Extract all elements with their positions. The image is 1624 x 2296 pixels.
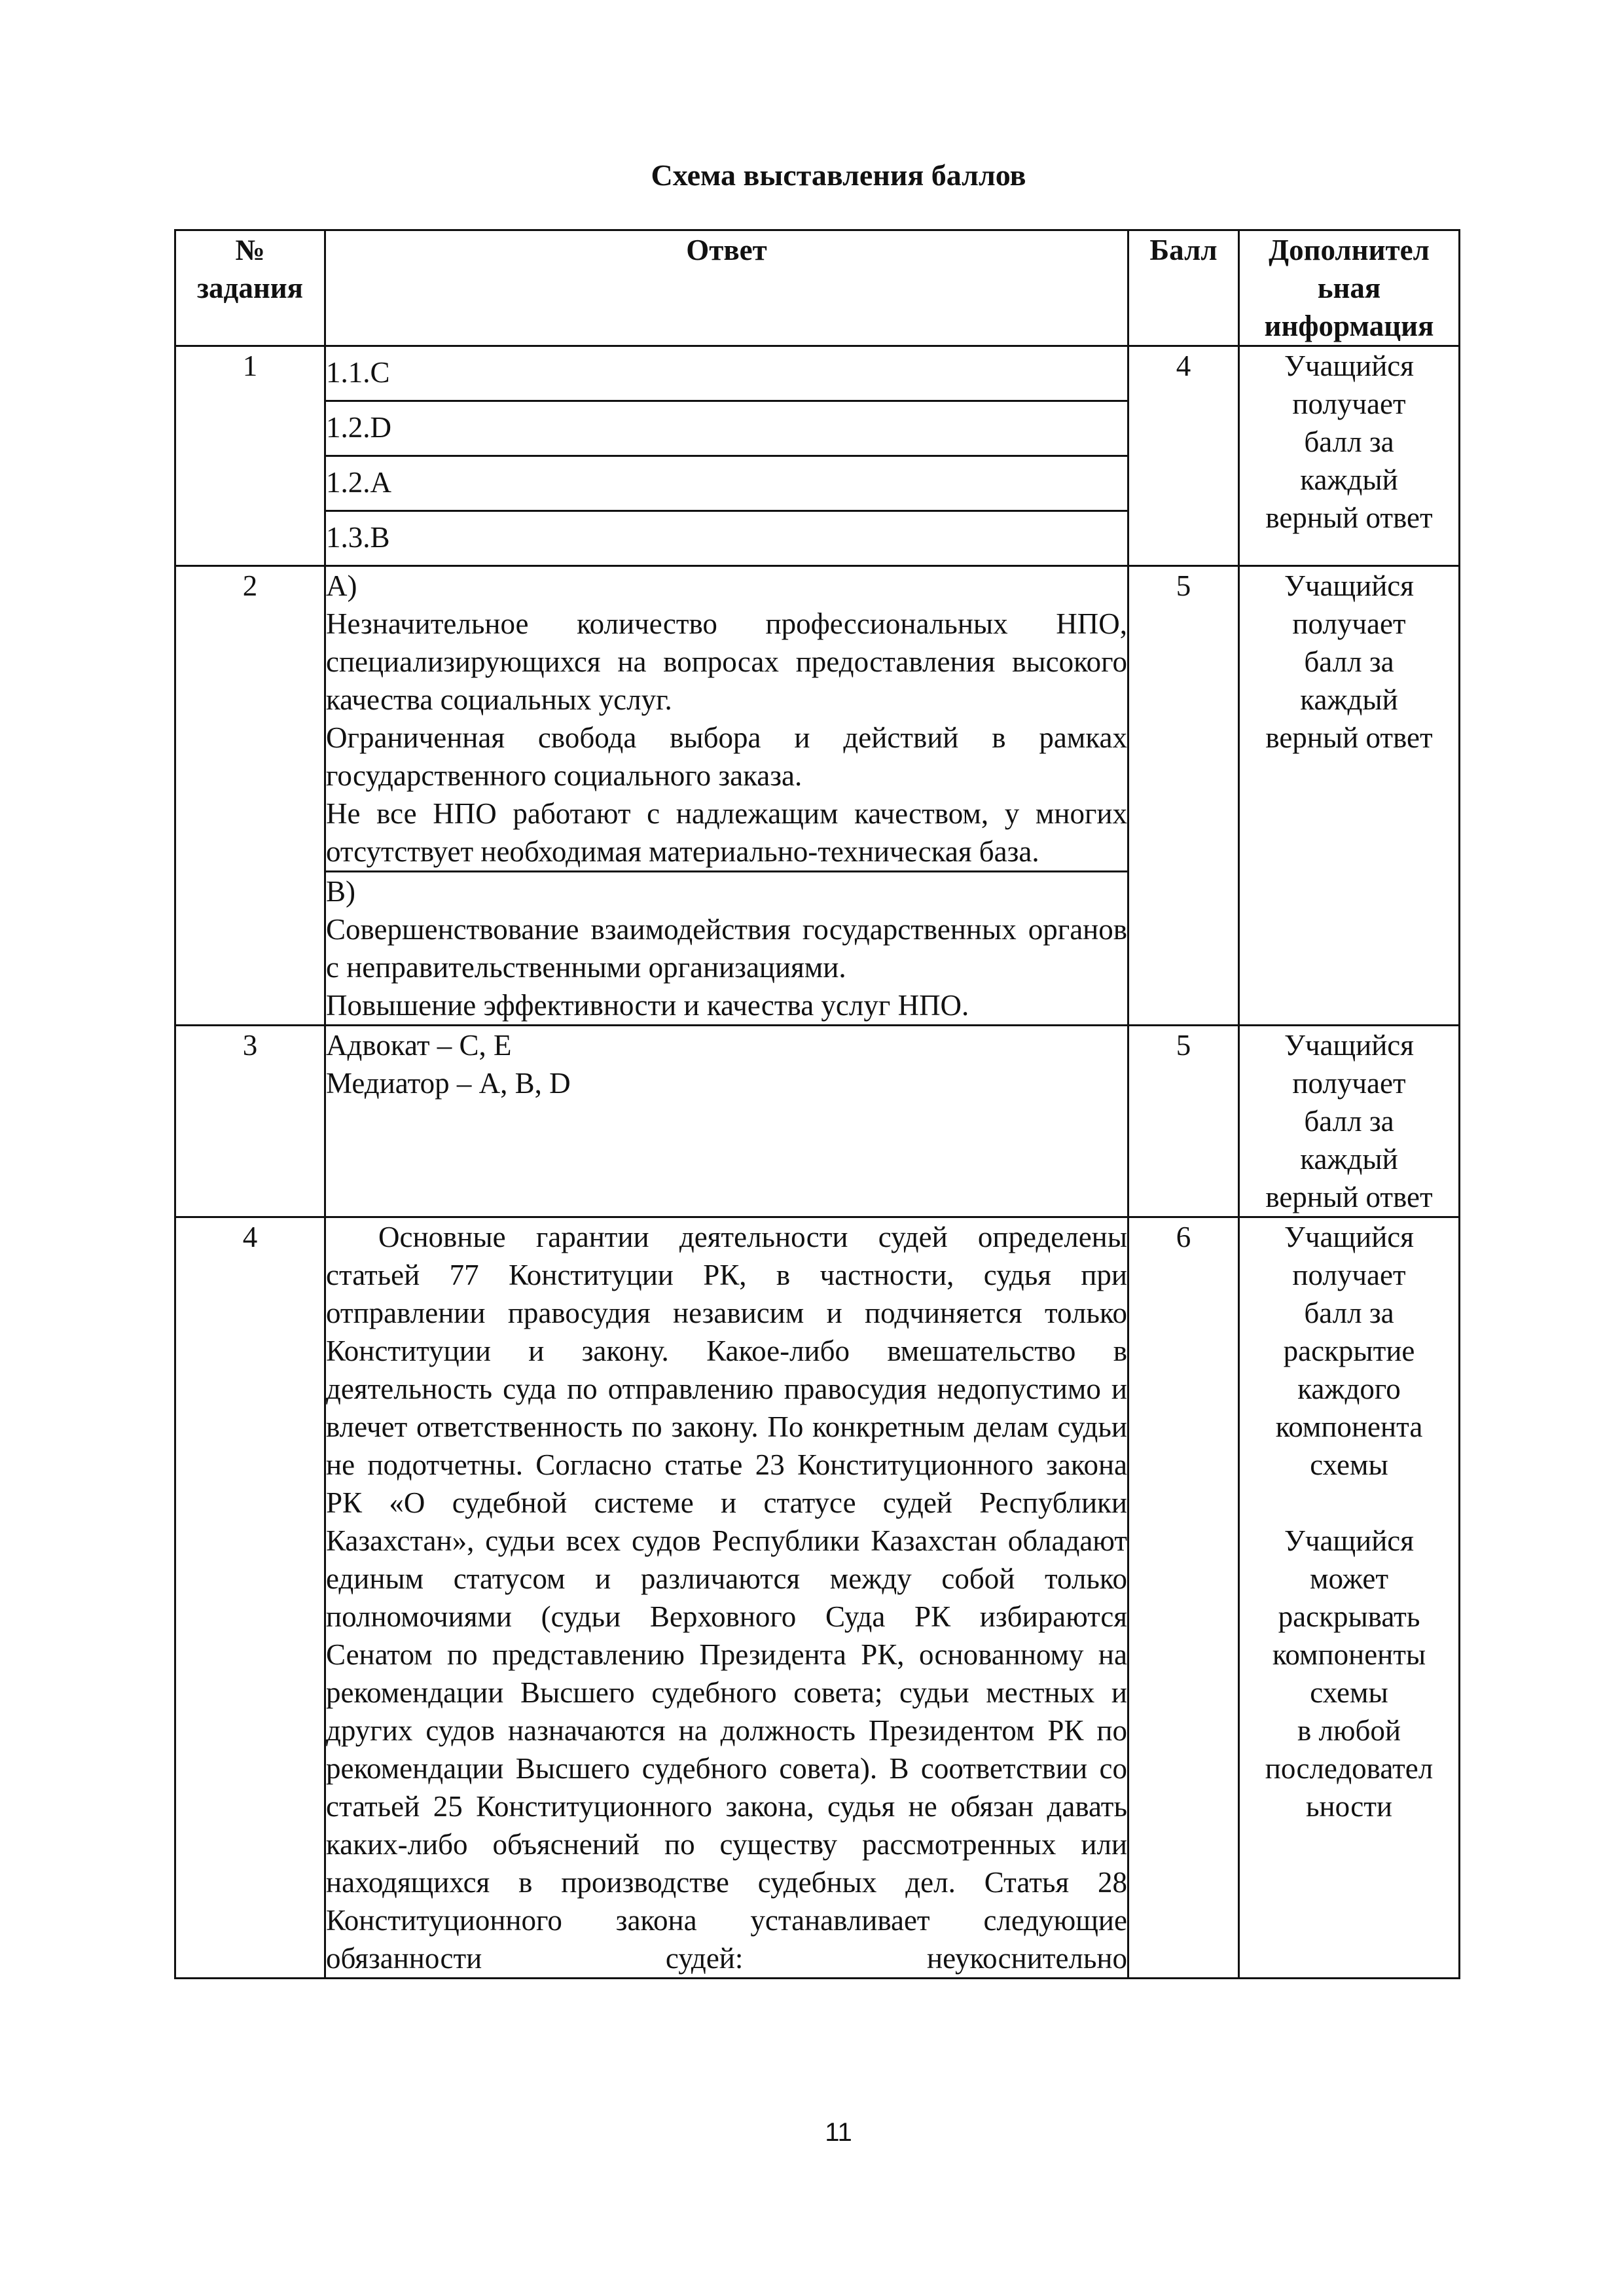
header-info: Дополнител ьная информация	[1239, 230, 1460, 346]
task-number: 4	[175, 1217, 325, 1979]
header-row	[175, 230, 1460, 346]
page-title: Схема выставления баллов	[651, 158, 1026, 192]
info-cell: Учащийся получает балл за раскрытие каждого компонента схемы Учащийся может раскрывать компоненты схемы в любой последовател ьности	[1239, 1217, 1460, 1979]
task-number: 2	[175, 566, 325, 1026]
answer-cell: 1.2.A	[325, 456, 1128, 511]
table-row	[175, 1026, 1460, 1217]
score-cell: 5	[1128, 566, 1239, 1026]
info-cell: Учащийся получает балл за каждый верный ответ	[1239, 566, 1460, 1026]
header-score: Балл	[1128, 230, 1239, 346]
scoring-table	[174, 229, 1460, 1979]
info-cell: Учащийся получает балл за каждый верный ответ	[1239, 346, 1460, 566]
header-task-number: № задания	[175, 230, 325, 346]
info-cell: Учащийся получает балл за каждый верный ответ	[1239, 1026, 1460, 1217]
task-number: 3	[175, 1026, 325, 1217]
table-row	[175, 1217, 1460, 1979]
answer-cell-part-b: В) Совершенствование взаимодействия государственных органов с неправительственными организациями. Повышение эффективности и качества услуг НПО.	[325, 872, 1128, 1026]
answer-cell: Основные гарантии деятельности судей определены статьей 77 Конституции РК, в частности, судья при отправлении правосудия независим и подчиняется только Конституции и закону. Какое-либо вмешательство в деятельность суда по отправлению правосудия недопустимо и влечет ответственность по закону. По конкретным делам судьи не подотчетны. Согласно статье 23 Конституционного закона РК «О судебной системе и статусе судей Республики Казахстан», судьи всех судов Республики Казахстан обладают единым статусом и различаются между собой только полномочиями (судьи Верховного Суда РК избираются Сенатом по представлению Президента РК, основанному на рекомендации Высшего судебного совета; судьи местных и других судов назначаются на должность Президентом РК по рекомендации Высшего судебного совета). В соответствии со статьей 25 Конституционного закона, судья не обязан давать каких-либо объяснений по существу рассмотренных или находящихся в производстве судебных дел. Статья 28 Конституционного закона устанавливает следующие обязанности судей: неукоснительно	[325, 1217, 1128, 1979]
task-number: 1	[175, 346, 325, 566]
score-cell: 5	[1128, 1026, 1239, 1217]
table-row	[175, 346, 1460, 401]
answer-cell: 1.1.C	[325, 346, 1128, 401]
answer-cell-part-a: А) Незначительное количество профессиональных НПО, специализирующихся на вопросах предоставления высокого качества социальных услуг. Ограниченная свобода выбора и действий в рамках государственного социального заказа. Не все НПО работают с надлежащим качеством, у многих отсутствует необходимая материально-техническая база.	[325, 566, 1128, 872]
answer-cell: 1.2.D	[325, 401, 1128, 456]
score-cell: 6	[1128, 1217, 1239, 1979]
table-row	[175, 566, 1460, 872]
header-answer: Ответ	[325, 230, 1128, 346]
answer-cell: Адвокат – C, E Медиатор – A, B, D	[325, 1026, 1128, 1217]
score-cell: 4	[1128, 346, 1239, 566]
answer-cell: 1.3.B	[325, 511, 1128, 566]
page-number: 11	[825, 2118, 852, 2147]
